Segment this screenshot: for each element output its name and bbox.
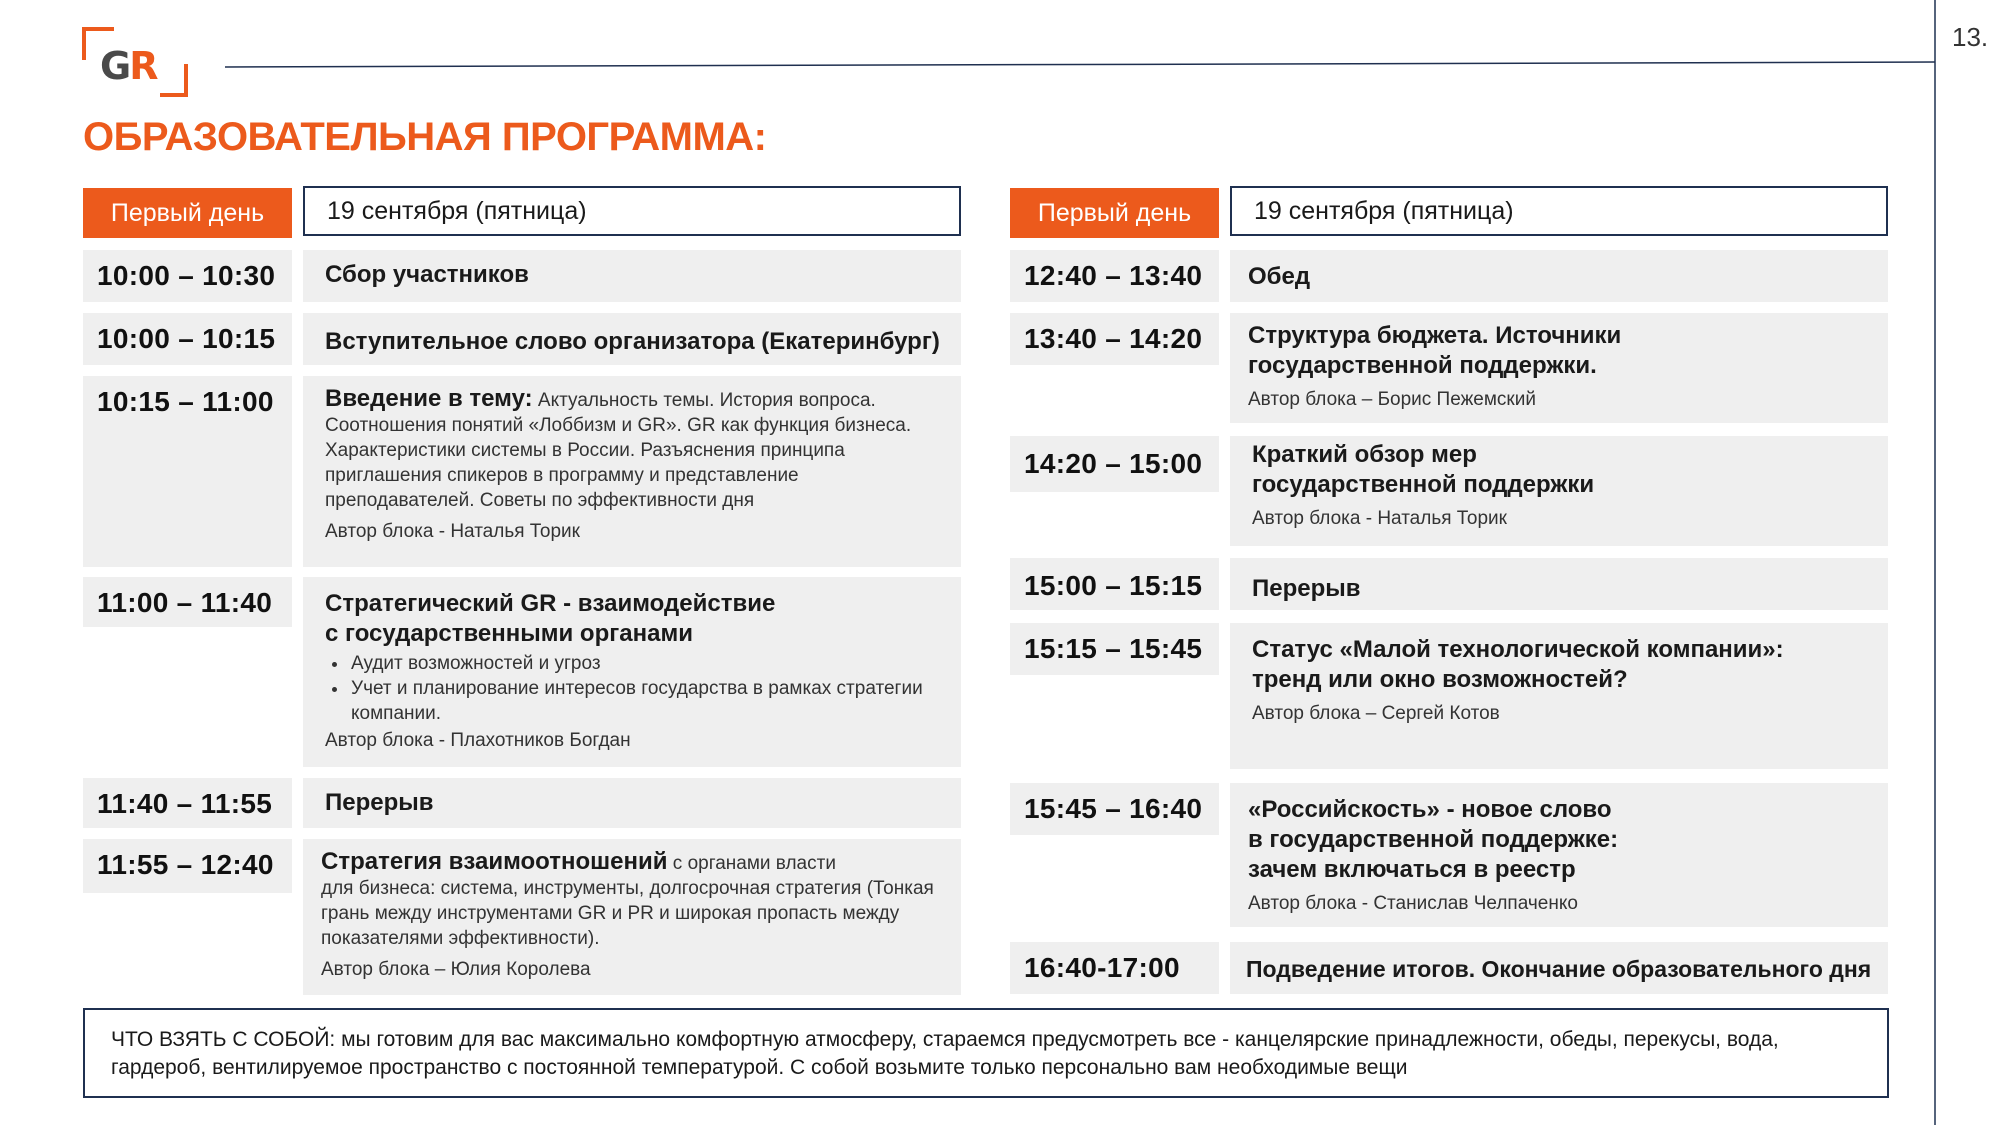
what-to-bring-note: ЧТО ВЗЯТЬ С СОБОЙ: мы готовим для вас максимально комфортную атмосферу, стараемся предусмотреть все - канцелярские принадлежности, обеды, перекусы, вода, гардероб, вентилируемое пространство с постоянной температурой. С собой возьмите только персонально вам необходимые вещи	[83, 1008, 1889, 1098]
page-title: ОБРАЗОВАТЕЛЬНАЯ ПРОГРАММА:	[83, 115, 767, 159]
time-label: 16:40-17:00	[1024, 952, 1180, 983]
time-label: 11:55 – 12:40	[97, 849, 274, 880]
session-cell	[303, 313, 961, 365]
session-cell	[303, 839, 961, 995]
time-label: 11:00 – 11:40	[97, 587, 273, 618]
session-author: Автор блока - Наталья Торик	[1252, 508, 1507, 529]
session-cell	[1230, 313, 1888, 423]
day-label-right: Первый день	[1010, 188, 1219, 238]
session-title: Стратегия взаимоотношений	[321, 848, 668, 875]
session-title: Подведение итогов. Окончание образовательного дня	[1246, 956, 1872, 982]
time-cell	[1010, 623, 1219, 675]
time-cell	[83, 778, 292, 828]
date-header-left: 19 сентября (пятница)	[303, 186, 961, 236]
session-title: Перерыв	[325, 789, 434, 816]
page-number: 13.	[1952, 22, 1989, 52]
session-title: Сбор участников	[325, 261, 529, 288]
session-title-line: государственной поддержки.	[1248, 352, 1597, 379]
bullet-item: • Аудит возможностей и угроз	[349, 651, 943, 676]
session-cell	[1230, 250, 1888, 302]
time-cell	[1010, 313, 1219, 365]
time-label: 15:45 – 16:40	[1024, 793, 1203, 824]
session-title-line: Стратегический GR - взаимодействие	[325, 590, 776, 617]
date-header-right: 19 сентября (пятница)	[1230, 186, 1888, 236]
session-author: Автор блока – Сергей Котов	[1252, 703, 1500, 724]
session-title-line: Статус «Малой технологической компании»:	[1252, 636, 1784, 663]
session-title-line: государственной поддержки	[1252, 471, 1595, 498]
time-cell	[83, 839, 292, 893]
time-label: 12:40 – 13:40	[1024, 260, 1203, 291]
session-title: Перерыв	[1252, 575, 1361, 602]
time-cell	[1010, 436, 1219, 492]
session-cell	[1230, 558, 1888, 610]
time-label: 14:20 – 15:00	[1024, 448, 1203, 479]
session-cell	[303, 250, 961, 302]
session-description: для бизнеса: система, инструменты, долгосрочная стратегия (Тонкая грань между инструментами GR и PR и широкая пропасть между показателями эффективности).	[321, 878, 934, 949]
time-label: 13:40 – 14:20	[1024, 323, 1203, 354]
session-author: Автор блока - Наталья Торик	[325, 521, 580, 542]
session-cell	[303, 778, 961, 828]
session-title: Обед	[1248, 263, 1311, 290]
session-title-line: в государственной поддержке:	[1248, 826, 1619, 853]
time-cell	[83, 250, 292, 302]
time-label: 15:00 – 15:15	[1024, 570, 1203, 601]
session-title-line: Структура бюджета. Источники	[1248, 322, 1622, 349]
session-cell	[1230, 783, 1888, 927]
time-label: 15:15 – 15:45	[1024, 633, 1203, 664]
bullet-item: • Учет и планирование интересов государства в рамках стратегии компании.	[349, 676, 943, 726]
time-cell	[83, 313, 292, 365]
session-cell	[1230, 436, 1888, 546]
session-cell	[303, 376, 961, 567]
session-title-line: с государственными органами	[325, 620, 693, 647]
session-cell	[1230, 623, 1888, 769]
time-cell	[1010, 942, 1219, 994]
session-author: Автор блока – Борис Пежемский	[1248, 389, 1536, 410]
session-title-line: тренд или окно возможностей?	[1252, 666, 1628, 693]
time-label: 11:40 – 11:55	[97, 788, 273, 819]
session-cell	[1230, 942, 1888, 994]
session-cell	[303, 577, 961, 767]
session-author: Автор блока - Плахотников Богдан	[325, 730, 631, 751]
time-label: 10:15 – 11:00	[97, 386, 274, 417]
session-author: Автор блока - Станислав Челпаченко	[1248, 893, 1578, 914]
day-label-left: Первый день	[83, 188, 292, 238]
bullet-list	[325, 651, 943, 726]
session-title-line: «Российскость» - новое слово	[1248, 796, 1612, 823]
session-title: Вступительное слово организатора (Екатеринбург)	[325, 328, 940, 355]
session-author: Автор блока – Юлия Королева	[321, 959, 591, 980]
time-label: 10:00 – 10:30	[97, 260, 276, 291]
logo-text: GR	[100, 44, 157, 88]
time-label: 10:00 – 10:15	[97, 323, 276, 354]
session-description-inline: с органами власти	[672, 853, 836, 874]
time-cell	[83, 376, 292, 567]
session-title: Введение в тему:	[325, 385, 533, 412]
time-cell	[83, 577, 292, 627]
time-cell	[1010, 250, 1219, 302]
session-title-line: Краткий обзор мер	[1252, 441, 1477, 468]
time-cell	[1010, 783, 1219, 835]
session-description: Актуальность темы. История вопроса. Соотношения понятий «Лоббизм и GR». GR как функция бизнеса. Характеристики системы в России. Разъяснения принципа приглашения спикеров в программу и представление преподавателей. Советы по эффективности дня	[325, 390, 912, 511]
session-title-line: зачем включаться в реестр	[1248, 856, 1576, 883]
time-cell	[1010, 558, 1219, 610]
